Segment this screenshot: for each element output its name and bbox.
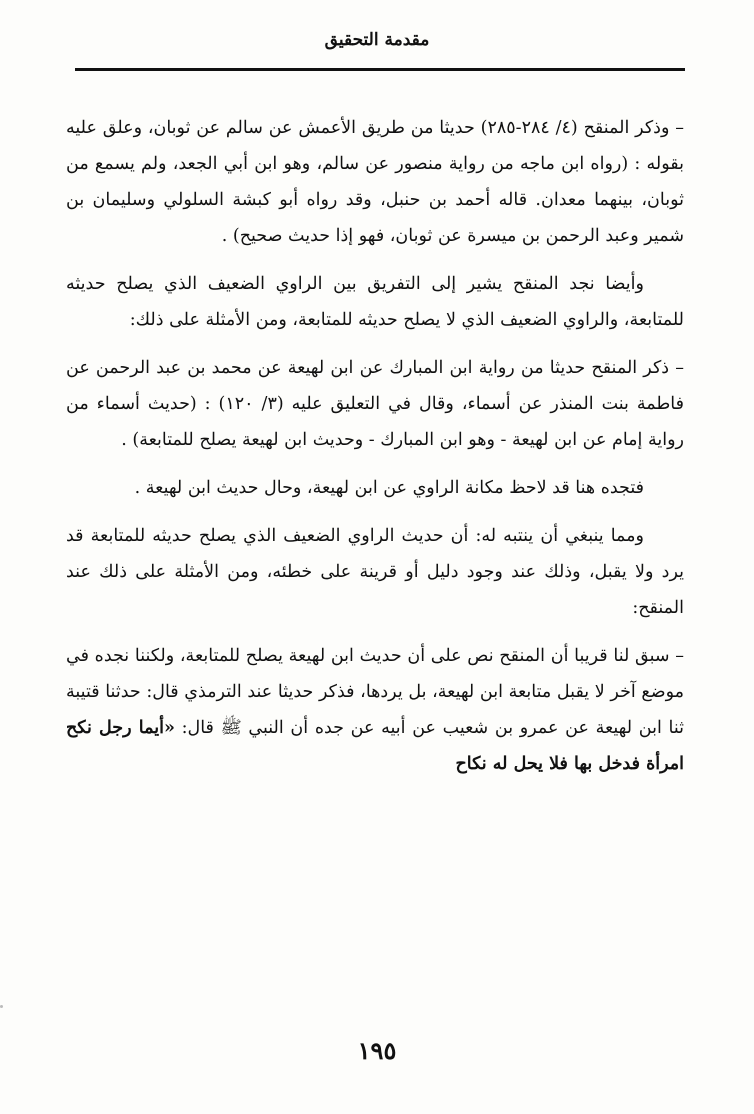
paragraph-4: فتجده هنا قد لاحظ مكانة الراوي عن ابن لهيعة، وحال حديث ابن لهيعة . (134, 478, 644, 498)
paragraph-1: – وذكر المنقح (٤/ ٢٨٤-٢٨٥) حديثا من طريق الأعمش عن سالم عن ثوبان، وعلق عليه بقوله : (رواه ابن ماجه من رواية منصور عن سالم، وهو ابن أبي الجعد، ولم يسمع من ثوبان، بينهما معدان. قاله أحمد بن حنبل، وقد رواه أبو كبشة السلولي وسليمان بن شمير وعبد الرحمن بن ميسرة عن ثوبان، فهو إذا حديث صحيح) . (66, 118, 684, 246)
paragraph-6-text: – سبق لنا قريبا أن المنقح نص على أن حديث ابن لهيعة يصلح للمتابعة، ولكننا نجده في موضع آخر لا يقبل متابعة ابن لهيعة، بل يردها، فذكر حديثا عند الترمذي قال: حدثنا قتيبة ثنا ابن لهيعة عن عمرو بن شعيب عن أبيه عن جده أن النبي ﷺ قال: (66, 646, 684, 738)
hadith-quote: «أيما رجل نكح امرأة فدخل بها فلا يحل له نكاح (66, 718, 684, 774)
paragraph-3: – ذكر المنقح حديثا من رواية ابن المبارك عن ابن لهيعة عن محمد بن عبد الرحمن عن فاطمة بنت المنذر عن أسماء، وقال في التعليق عليه (٣/ ١٢٠) : (حديث أسماء من رواية إمام عن ابن لهيعة - وهو ابن المبارك - وحديث ابن لهيعة يصلح للمتابعة) . (66, 358, 684, 450)
header-divider (75, 68, 685, 71)
paragraph-2: وأيضا نجد المنقح يشير إلى التفريق بين الراوي الضعيف الذي يصلح حديثه للمتابعة، والراوي الضعيف الذي لا يصلح حديثه للمتابعة، ومن الأمثلة على ذلك: (66, 274, 684, 330)
paragraph-5: ومما ينبغي أن ينتبه له: أن حديث الراوي الضعيف الذي يصلح حديثه للمتابعة قد يرد ولا يقبل، وذلك عند وجود دليل أو قرينة على خطئه، ومن الأمثلة على ذلك عند المنقح: (66, 526, 684, 618)
running-header-title: مقدمة التحقيق (324, 30, 430, 50)
body-text (66, 110, 684, 794)
scan-speck (0, 1005, 3, 1008)
page-number: ١٩٥ (357, 1036, 397, 1065)
paragraph-6 (66, 638, 684, 782)
